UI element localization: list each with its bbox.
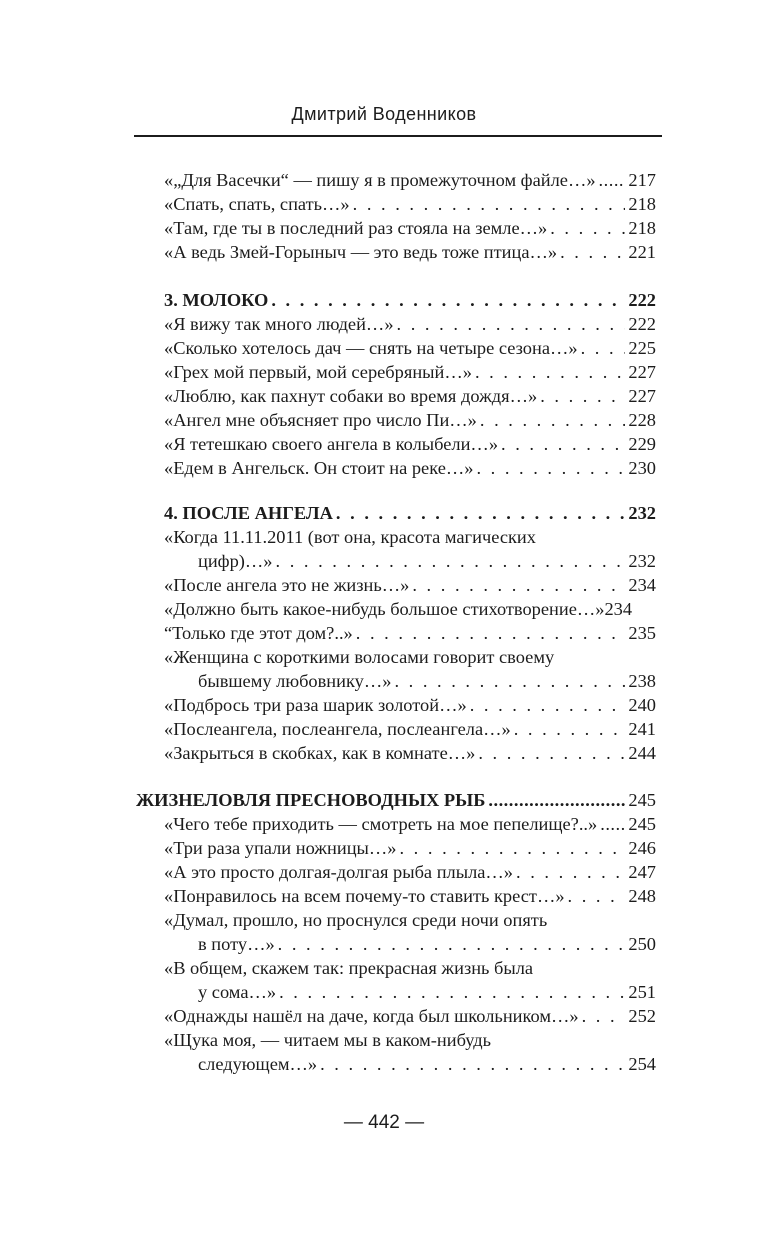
- page-number: — 442 —: [343, 1112, 425, 1133]
- leader-dots: [478, 741, 625, 765]
- leader-dots: [582, 1004, 626, 1028]
- toc-part-title: ЖИЗНЕЛОВЛЯ ПРЕСНОВОДНЫХ РЫБ: [136, 790, 486, 810]
- toc-entry[interactable]: [136, 621, 656, 645]
- toc-entry-page: 234: [628, 575, 656, 595]
- toc-section-page: 222: [628, 290, 656, 310]
- toc-entry-page: 229: [628, 434, 656, 454]
- toc-entry-page: 221: [628, 242, 656, 262]
- toc-entry-page: 252: [628, 1006, 656, 1026]
- toc-entry-page: 225: [628, 338, 656, 358]
- toc-entry-page: 245: [628, 814, 656, 834]
- toc-entry[interactable]: [136, 1004, 656, 1028]
- header-rule: [134, 135, 662, 137]
- toc-entry[interactable]: [136, 741, 656, 765]
- leader-dots: [279, 980, 625, 1004]
- toc-entry-page: 227: [628, 362, 656, 382]
- toc-entry[interactable]: [136, 693, 656, 717]
- toc-entry-page: 230: [628, 458, 656, 478]
- toc-entry-page: 238: [628, 671, 656, 691]
- toc-section-page: 232: [628, 503, 656, 523]
- toc-entry[interactable]: [136, 812, 656, 836]
- toc-entry-title: «Должно быть какое-нибудь большое стихотворение…»: [164, 599, 605, 619]
- toc-entry-title: «Сколько хотелось дач — снять на четыре сезона…»: [164, 338, 578, 358]
- leader-dots: [600, 812, 625, 836]
- leader-dots: [397, 312, 626, 336]
- toc-entry-page: 227: [628, 386, 656, 406]
- toc-entry-first-line[interactable]: [136, 956, 656, 980]
- toc-entry-continuation[interactable]: [136, 980, 656, 1004]
- leader-dots: [271, 288, 625, 312]
- toc-entry[interactable]: [136, 597, 656, 621]
- toc-entry-title: «Спать, спать, спать…»: [164, 194, 350, 214]
- toc-entry-continuation[interactable]: [136, 669, 656, 693]
- toc-entry[interactable]: [136, 216, 656, 240]
- toc-entry[interactable]: [136, 384, 656, 408]
- toc-entry-page: 222: [628, 314, 656, 334]
- toc-entry-title-continued: у сома…»: [198, 982, 277, 1002]
- toc-entry-title: «Я тетешкаю своего ангела в колыбели…»: [164, 434, 499, 454]
- leader-dots: [412, 573, 625, 597]
- toc-entry-title: «„Для Васечки“ — пишу я в промежуточном файле…»: [164, 170, 596, 190]
- toc-entry-title-continued: бывшему любовнику…»: [198, 671, 392, 691]
- toc-entry-title: «Три раза упали ножницы…»: [164, 838, 397, 858]
- leader-dots: [501, 432, 625, 456]
- toc-entry-page: 232: [628, 551, 656, 571]
- toc-entry-page: 254: [628, 1054, 656, 1074]
- leader-dots: [470, 693, 626, 717]
- toc-entry-title: «Закрыться в скобках, как в комнате…»: [164, 743, 476, 763]
- leader-dots: [581, 336, 626, 360]
- toc-entry[interactable]: [136, 192, 656, 216]
- toc-entry-page: 218: [628, 218, 656, 238]
- toc-entry-title: «Думал, прошло, но проснулся среди ночи опять: [164, 910, 548, 930]
- toc-entry-first-line[interactable]: [136, 1028, 656, 1052]
- leader-dots: [480, 408, 626, 432]
- leader-dots: [488, 788, 625, 812]
- toc-entry-first-line[interactable]: [136, 645, 656, 669]
- toc-entry-title: «В общем, скажем так: прекрасная жизнь была: [164, 958, 534, 978]
- leader-dots: [568, 884, 626, 908]
- toc-entry-continuation[interactable]: [136, 549, 656, 573]
- toc-section-title: 3. МОЛОКО: [164, 290, 269, 310]
- toc-entry-title: «Я вижу так много людей…»: [164, 314, 394, 334]
- toc-entry-first-line[interactable]: [136, 525, 656, 549]
- leader-dots: [599, 168, 626, 192]
- toc-entry-title: «Щука моя, — читаем мы в каком-нибудь: [164, 1030, 492, 1050]
- toc-entry[interactable]: [136, 836, 656, 860]
- leader-dots: [356, 621, 626, 645]
- toc-entry[interactable]: [136, 860, 656, 884]
- toc-entry[interactable]: [136, 240, 656, 264]
- leader-dots: [514, 717, 626, 741]
- toc-entry[interactable]: [136, 717, 656, 741]
- leader-dots: [516, 860, 625, 884]
- leader-dots: [353, 192, 626, 216]
- toc-entry-page: 218: [628, 194, 656, 214]
- toc-entry-title: «А это просто долгая-долгая рыба плыла…»: [164, 862, 513, 882]
- toc-entry-title: «Там, где ты в последний раз стояла на земле…»: [164, 218, 548, 238]
- leader-dots: [560, 240, 625, 264]
- toc-entry[interactable]: [136, 573, 656, 597]
- toc-entry-page: 228: [628, 410, 656, 430]
- leader-dots: [336, 501, 625, 525]
- toc-entry-page: 248: [628, 886, 656, 906]
- leader-dots: [394, 669, 625, 693]
- toc-entry-page: 246: [628, 838, 656, 858]
- toc-entry[interactable]: [136, 432, 656, 456]
- leader-dots: [475, 360, 625, 384]
- toc-entry-title: «А ведь Змей-Горыныч — это ведь тоже птица…»: [164, 242, 558, 262]
- toc-entry-continuation[interactable]: [136, 932, 656, 956]
- leader-dots: [320, 1052, 625, 1076]
- toc-section-title: 4. ПОСЛЕ АНГЕЛА: [164, 503, 333, 523]
- toc-entry-page: 240: [628, 695, 656, 715]
- toc-entry-title: «Чего тебе приходить — смотреть на мое пепелище?..»: [164, 814, 598, 834]
- toc-entry-title: «После ангела это не жизнь…»: [164, 575, 410, 595]
- toc-entry-title-continued: цифр)…»: [198, 551, 273, 571]
- toc-entry-title: «Едем в Ангельск. Он стоит на реке…»: [164, 458, 474, 478]
- leader-dots: [278, 932, 626, 956]
- table-of-contents: [136, 168, 656, 1076]
- toc-part-heading[interactable]: [136, 788, 656, 812]
- toc-entry[interactable]: [136, 312, 656, 336]
- toc-entry-title-continued: в поту…»: [198, 934, 275, 954]
- toc-entry-page: 217: [628, 170, 656, 190]
- running-header-author: Дмитрий Воденников: [291, 104, 477, 124]
- toc-entry-title: “Только где этот дом?..»: [164, 623, 353, 643]
- toc-entry-page: 247: [628, 862, 656, 882]
- toc-entry-title: «Понравилось на всем почему-то ставить крест…»: [164, 886, 565, 906]
- toc-entry-title: «Послеангела, послеангела, послеангела…»: [164, 719, 511, 739]
- toc-entry-page: 241: [628, 719, 656, 739]
- leader-dots: [399, 836, 625, 860]
- leader-dots: [550, 216, 625, 240]
- toc-entry[interactable]: [136, 456, 656, 480]
- toc-part-page: 245: [628, 790, 656, 810]
- toc-section-heading[interactable]: [136, 501, 656, 525]
- toc-entry-title: «Подбрось три раза шарик золотой…»: [164, 695, 467, 715]
- toc-entry-first-line[interactable]: [136, 908, 656, 932]
- toc-entry-continuation[interactable]: [136, 1052, 656, 1076]
- toc-entry-page: 235: [628, 623, 656, 643]
- toc-entry-title: «Грех мой первый, мой серебряный…»: [164, 362, 472, 382]
- toc-entry-page: 251: [628, 982, 656, 1002]
- toc-section-heading[interactable]: [136, 288, 656, 312]
- toc-entry-title: «Ангел мне объясняет про число Пи…»: [164, 410, 477, 430]
- toc-entry-title: «Люблю, как пахнут собаки во время дождя…»: [164, 386, 538, 406]
- toc-entry[interactable]: [136, 408, 656, 432]
- toc-entry[interactable]: [136, 336, 656, 360]
- toc-entry-title: «Однажды нашёл на даче, когда был школьником…»: [164, 1006, 579, 1026]
- leader-dots: [540, 384, 625, 408]
- toc-entry[interactable]: [136, 168, 656, 192]
- toc-entry-page: 244: [628, 743, 656, 763]
- toc-entry[interactable]: [136, 360, 656, 384]
- leader-dots: [476, 456, 625, 480]
- toc-entry-page: 234: [604, 599, 633, 619]
- leader-dots: [276, 549, 626, 573]
- toc-entry[interactable]: [136, 884, 656, 908]
- toc-entry-title: «Женщина с короткими волосами говорит своему: [164, 647, 555, 667]
- toc-entry-page: 250: [628, 934, 656, 954]
- toc-entry-title-continued: следующем…»: [198, 1054, 318, 1074]
- toc-entry-title: «Когда 11.11.2011 (вот она, красота магических: [164, 527, 536, 547]
